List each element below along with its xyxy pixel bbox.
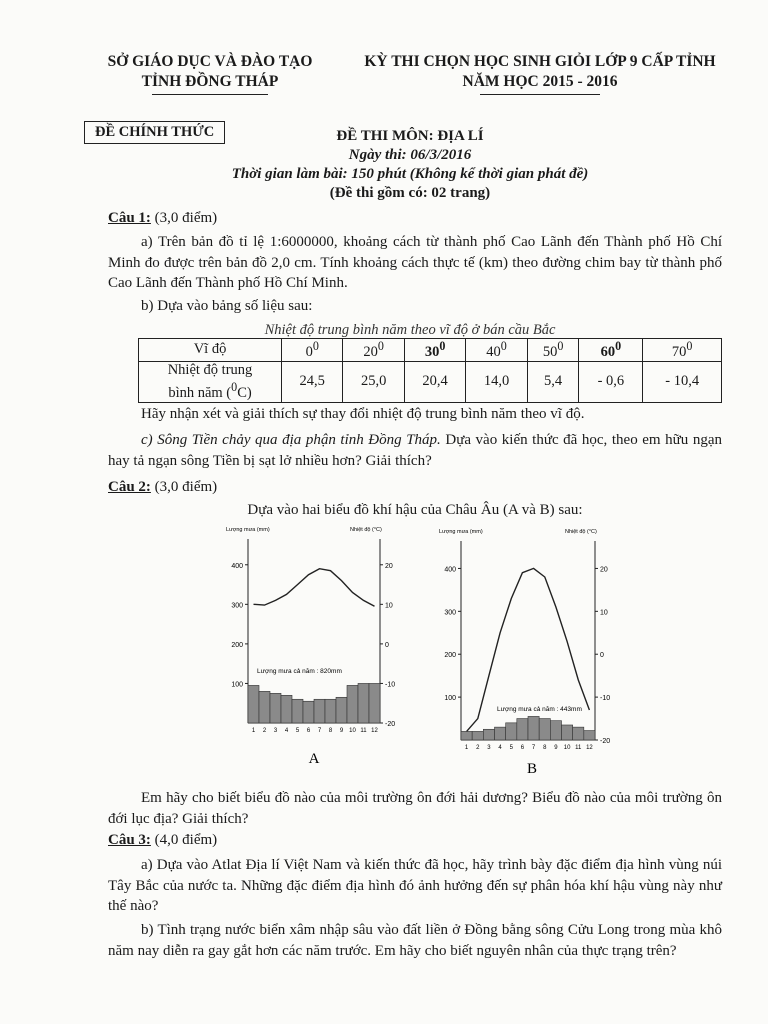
right-tick-label: 10 (385, 602, 393, 610)
q3-part-b: b) Tình trạng nước biển xâm nhập sâu vào đất liền ở Đồng bằng sông Cửu Long trong mùa khô năm nay diễn ra gay gắt hơn các năm trước. Em hãy cho biết nguyên nhân của thực trạng trên? (108, 922, 722, 959)
right-tick-label: 0 (385, 641, 389, 649)
exam-duration: Thời gian làm bài: 150 phút (Không kể thời gian phát đề) (231, 166, 589, 182)
climate-chart-b (425, 525, 625, 780)
right-tick-label: -20 (600, 738, 611, 745)
month-label: 7 (317, 728, 322, 734)
q3-label: Câu 3: (108, 832, 151, 848)
temperature-cell: 25,0 (343, 361, 404, 402)
table-row1-label: Vĩ độ (139, 339, 282, 362)
month-label: 11 (575, 745, 582, 751)
latitude-cell: $30^0$ (404, 339, 465, 362)
temperature-table (138, 338, 722, 403)
month-label: 12 (586, 745, 593, 751)
department-header (80, 52, 340, 92)
precip-bar (281, 695, 292, 723)
exam-header (330, 52, 750, 92)
month-label: 3 (487, 745, 491, 751)
temperature-cell: 24,5 (282, 361, 343, 402)
department-name: SỞ GIÁO DỤC VÀ ĐÀO TẠO (107, 53, 313, 70)
q1-part-b-task: Hãy nhận xét và giải thích sự thay đổi nhiệt độ trung bình năm theo vĩ độ. (141, 406, 585, 422)
precip-bar (461, 731, 472, 740)
right-tick-label: -10 (385, 681, 396, 689)
month-label: 1 (464, 745, 469, 751)
latitude-cell: $40^0$ (466, 339, 527, 362)
latitude-cell: $70^0$ (643, 339, 722, 362)
precip-bar (562, 725, 573, 740)
latitude-cell: $50^0$ (527, 339, 579, 362)
month-label: 6 (306, 728, 311, 734)
right-axis-title: Nhiệt độ (°C) (565, 529, 597, 535)
header-underline-right (480, 94, 600, 95)
left-tick-label: 100 (231, 681, 243, 689)
left-tick-label: 300 (444, 609, 456, 617)
precip-bar (517, 719, 528, 740)
left-axis-title: Lượng mưa (mm) (439, 529, 483, 535)
precip-bar (325, 699, 336, 723)
precip-bar (584, 731, 595, 740)
q3-points: (4,0 điểm) (150, 832, 218, 848)
temperature-cell: - 10,4 (643, 361, 722, 402)
month-label: 2 (262, 728, 267, 734)
precip-bar (270, 693, 281, 723)
month-label: 4 (498, 745, 502, 751)
q2-label: Câu 2: (108, 479, 151, 495)
month-label: 5 (295, 728, 300, 734)
temperature-line (254, 569, 375, 607)
temperature-cell: 5,4 (527, 361, 579, 402)
school-year: NĂM HỌC 2015 - 2016 (462, 73, 618, 90)
right-axis-title: Nhiệt độ (°C) (350, 527, 382, 533)
precip-bar (292, 699, 303, 723)
exam-date: Ngày thi: 06/3/2016 (348, 147, 472, 163)
left-tick-label: 400 (444, 566, 456, 574)
precip-bar (495, 727, 506, 740)
month-label: 11 (360, 728, 367, 734)
month-label: 10 (349, 728, 356, 734)
precip-bar (573, 727, 584, 740)
exam-pages: (Đề thi gồm có: 02 trang) (329, 185, 491, 201)
month-label: 2 (476, 745, 480, 751)
climate-chart-a (215, 525, 415, 770)
q1-heading (108, 208, 217, 229)
latitude-cell: $60^0$ (579, 339, 643, 362)
table-row (139, 339, 722, 362)
exam-title-block (180, 127, 640, 203)
temperature-cell: - 0,6 (579, 361, 643, 402)
province-name: TỈNH ĐỒNG THÁP (141, 73, 279, 90)
chart-letter: B (526, 761, 538, 777)
temperature-cell: 20,4 (404, 361, 465, 402)
precip-bar (259, 691, 270, 723)
month-label: 4 (284, 728, 289, 734)
month-label: 8 (328, 728, 333, 734)
q1-part-c (108, 430, 722, 471)
exam-name: KỲ THI CHỌN HỌC SINH GIỎI LỚP 9 CẤP TỈNH (364, 53, 716, 70)
month-label: 9 (339, 728, 344, 734)
month-label: 3 (273, 728, 278, 734)
q1-points: (3,0 điểm) (150, 210, 218, 226)
latitude-cell: $0^0$ (282, 339, 343, 362)
q1-part-a: a) Trên bản đồ tỉ lệ 1:6000000, khoảng cách từ thành phố Cao Lãnh đến Thành phố Hồ Chí Minh đo được trên bản đồ 2,0 cm. Tính khoảng cách thực tế (km) theo đường chim bay từ thành phố Cao Lãnh đến Thành phố Hồ Chí Minh. (108, 234, 722, 291)
precip-bar (483, 729, 494, 740)
left-tick-label: 400 (231, 562, 243, 570)
temperature-cell: 14,0 (466, 361, 527, 402)
left-tick-label: 100 (444, 695, 456, 703)
precip-bar (248, 685, 259, 723)
latitude-cell: $20^0$ (343, 339, 404, 362)
precip-bar (528, 716, 539, 740)
right-tick-label: 10 (600, 609, 608, 617)
precip-bar (506, 723, 517, 740)
month-label: 7 (531, 745, 536, 751)
precip-bar (336, 697, 347, 723)
official-label: ĐỀ CHÍNH THỨC (84, 121, 225, 144)
month-label: 8 (543, 745, 547, 751)
month-label: 6 (520, 745, 525, 751)
q1-part-b-intro: b) Dựa vào bảng số liệu sau: (141, 298, 313, 314)
q2-heading (108, 477, 217, 498)
left-tick-label: 200 (444, 652, 456, 660)
precip-bar (369, 683, 380, 723)
right-tick-label: -20 (385, 721, 396, 728)
month-label: 12 (371, 728, 378, 734)
month-label: 9 (554, 745, 558, 751)
left-tick-label: 300 (231, 602, 243, 610)
precip-bar (550, 721, 561, 740)
header-underline-left (152, 94, 268, 95)
right-tick-label: 20 (385, 562, 393, 570)
table-row2-label: Nhiệt độ trung bình năm ($^0$C) (139, 361, 282, 402)
precip-bar (314, 699, 325, 723)
right-tick-label: -10 (600, 695, 611, 703)
table-caption: Nhiệt độ trung bình năm theo vĩ độ ở bán cầu Bắc (264, 322, 556, 338)
right-tick-label: 0 (600, 652, 604, 660)
q2-task: Em hãy cho biết biểu đồ nào của môi trường ôn đới hải dương? Biểu đồ nào của môi trường ôn đới lục địa? Giải thích? (108, 790, 722, 827)
q3-part-a: a) Dựa vào Atlat Địa lí Việt Nam và kiến thức đã học, hãy trình bày đặc điểm địa hình vùng núi Tây Bắc của nước ta. Những đặc điểm địa hình đó ảnh hưởng đến sự phân hóa khí hậu vùng này như thế nào? (108, 857, 722, 914)
chart-letter: A (308, 751, 320, 767)
month-label: 5 (509, 745, 513, 751)
left-axis-title: Lượng mưa (mm) (226, 527, 270, 533)
left-tick-label: 200 (231, 641, 243, 649)
q2-intro: Dựa vào hai biểu đồ khí hậu của Châu Âu (A và B) sau: (247, 502, 583, 518)
annual-rainfall-annotation: Lượng mưa cả năm : 443mm (497, 706, 582, 713)
annual-rainfall-annotation: Lượng mưa cả năm : 820mm (257, 668, 342, 675)
precip-bar (472, 731, 483, 740)
precip-bar (347, 685, 358, 723)
month-label: 10 (563, 745, 571, 751)
precip-bar (358, 683, 369, 723)
precip-bar (303, 701, 314, 723)
exam-title: ĐỀ THI MÔN: ĐỊA LÍ (336, 128, 484, 144)
q3-heading (108, 830, 217, 851)
precip-bar (539, 719, 550, 740)
q1-part-c-rest: Dựa vào kiến thức đã học, theo em hữu ngạn hay tả ngạn sông Tiền bị sạt lở nhiều hơn? Giải thích? (108, 432, 722, 469)
q1-label: Câu 1: (108, 210, 151, 226)
right-tick-label: 20 (600, 566, 608, 574)
table-row (139, 361, 722, 402)
month-label: 1 (251, 728, 256, 734)
q2-points: (3,0 điểm) (150, 479, 218, 495)
q1-part-c-italic: c) Sông Tiền chảy qua địa phận tỉnh Đồng Tháp. (141, 432, 441, 448)
